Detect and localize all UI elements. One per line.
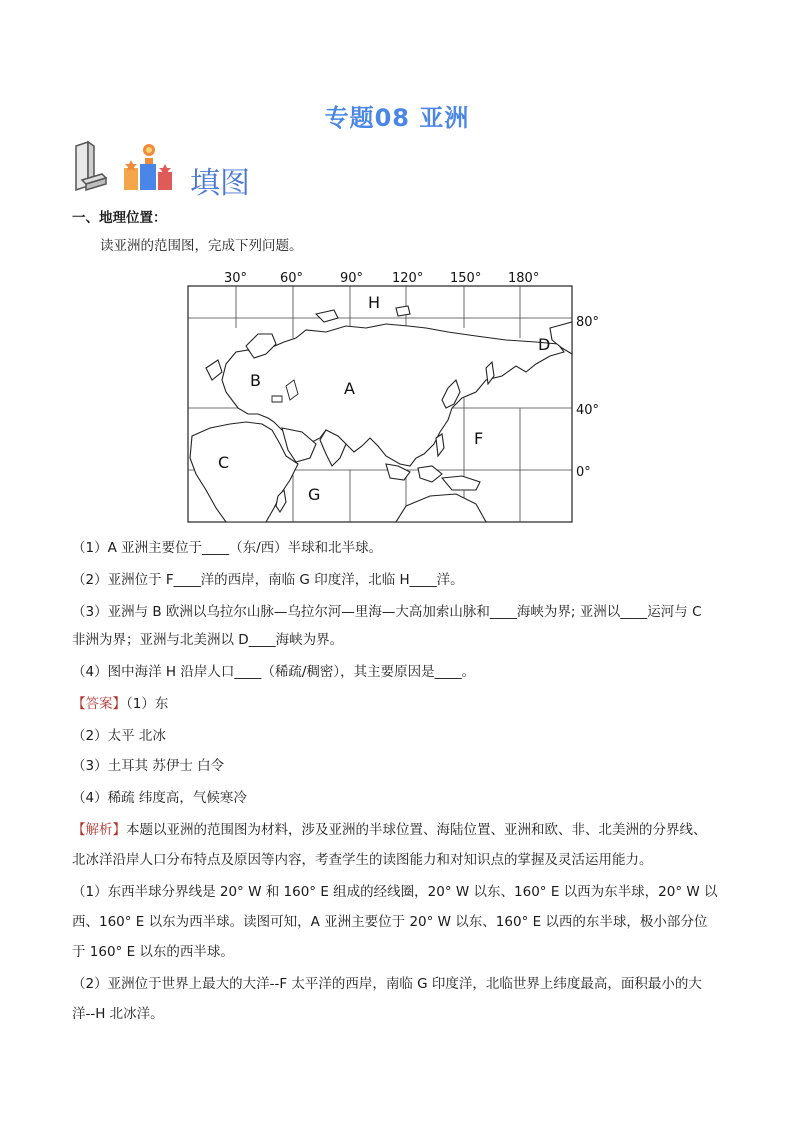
- question-4: （4）图中海洋 H 沿岸人口____（稀疏/稠密），其主要原因是____。: [72, 664, 476, 680]
- region-label-b: B: [250, 371, 261, 390]
- analysis-text-3: （1）东西半球分界线是 20° W 和 160° E 组成的经线圈，20° W 以东、160° E 以西为东半球，20° W 以: [72, 884, 718, 900]
- analysis-text-2: 北冰洋沿岸人口分布特点及原因等内容，考查学生的读图能力和对知识点的掌握及灵活运用能力。: [72, 852, 653, 868]
- region-label-d: D: [538, 335, 551, 354]
- answer-tag: 【答案】: [72, 696, 126, 712]
- lon-label-30: 30°: [224, 271, 248, 286]
- answer-1: （1）东: [126, 696, 169, 712]
- part-heading: 一、地理位置：: [72, 210, 167, 226]
- question-2: （2）亚洲位于 F____洋的西岸，南临 G 印度洋，北临 H____洋。: [72, 572, 464, 588]
- question-3-line-2: 非洲为界；亚洲与北美洲以 D____海峡为界。: [72, 632, 344, 648]
- analysis-text-7: 洋--H 北冰洋。: [72, 1006, 164, 1022]
- analysis-line-1: [72, 820, 707, 840]
- map-svg: [186, 268, 600, 524]
- region-label-c: C: [218, 453, 230, 472]
- region-label-h: H: [368, 293, 381, 312]
- analysis-tag: 【解析】: [72, 822, 126, 838]
- lon-label-90: 90°: [340, 271, 364, 286]
- number-one-icon: [76, 142, 106, 190]
- analysis-text-1: 本题以亚洲的范围图为材料，涉及亚洲的半球位置、海陆位置、亚洲和欧、非、北美洲的分界线、: [126, 822, 707, 838]
- lat-label-80: 80°: [576, 315, 600, 330]
- lon-label-60: 60°: [280, 271, 304, 286]
- analysis-text-5: 于 160° E 以东的西半球。: [72, 944, 234, 960]
- analysis-text-4: 西、160° E 以东为西半球。读图可知，A 亚洲主要位于 20° W 以东、160° E 以西的东半球，极小部分位: [72, 914, 708, 930]
- asia-range-map: [186, 268, 600, 528]
- answer-line-1: [72, 694, 168, 714]
- question-1: （1）A 亚洲主要位于____（东/西）半球和北半球。: [72, 540, 383, 556]
- lat-label-0: 0°: [576, 465, 591, 480]
- podium-trophy-icon: [124, 144, 172, 190]
- answer-2: （2）太平 北冰: [72, 728, 166, 744]
- question-3-line-1: （3）亚洲与 B 欧洲以乌拉尔山脉—乌拉尔河—里海—大高加索山脉和____海峡为界; 亚洲以____运河与 C: [72, 604, 702, 620]
- region-label-f: F: [474, 429, 484, 448]
- instruction: 读亚洲的范围图，完成下列问题。: [100, 238, 303, 254]
- section-icons: [72, 140, 182, 196]
- answer-4: （4）稀疏 纬度高，气候寒冷: [72, 790, 247, 806]
- lon-label-150: 150°: [450, 271, 482, 286]
- answer-3: （3）土耳其 苏伊士 白令: [72, 758, 225, 774]
- region-label-a: A: [344, 379, 355, 398]
- lon-label-180: 180°: [508, 271, 540, 286]
- analysis-text-6: （2）亚洲位于世界上最大的大洋--F 太平洋的西岸，南临 G 印度洋，北临世界上纬度最高，面积最小的大: [72, 976, 702, 992]
- section-label: 填图: [190, 166, 250, 201]
- page-title: 专题08 亚洲: [324, 104, 470, 132]
- lat-label-40: 40°: [576, 403, 600, 418]
- region-label-g: G: [308, 485, 321, 504]
- lon-label-120: 120°: [392, 271, 424, 286]
